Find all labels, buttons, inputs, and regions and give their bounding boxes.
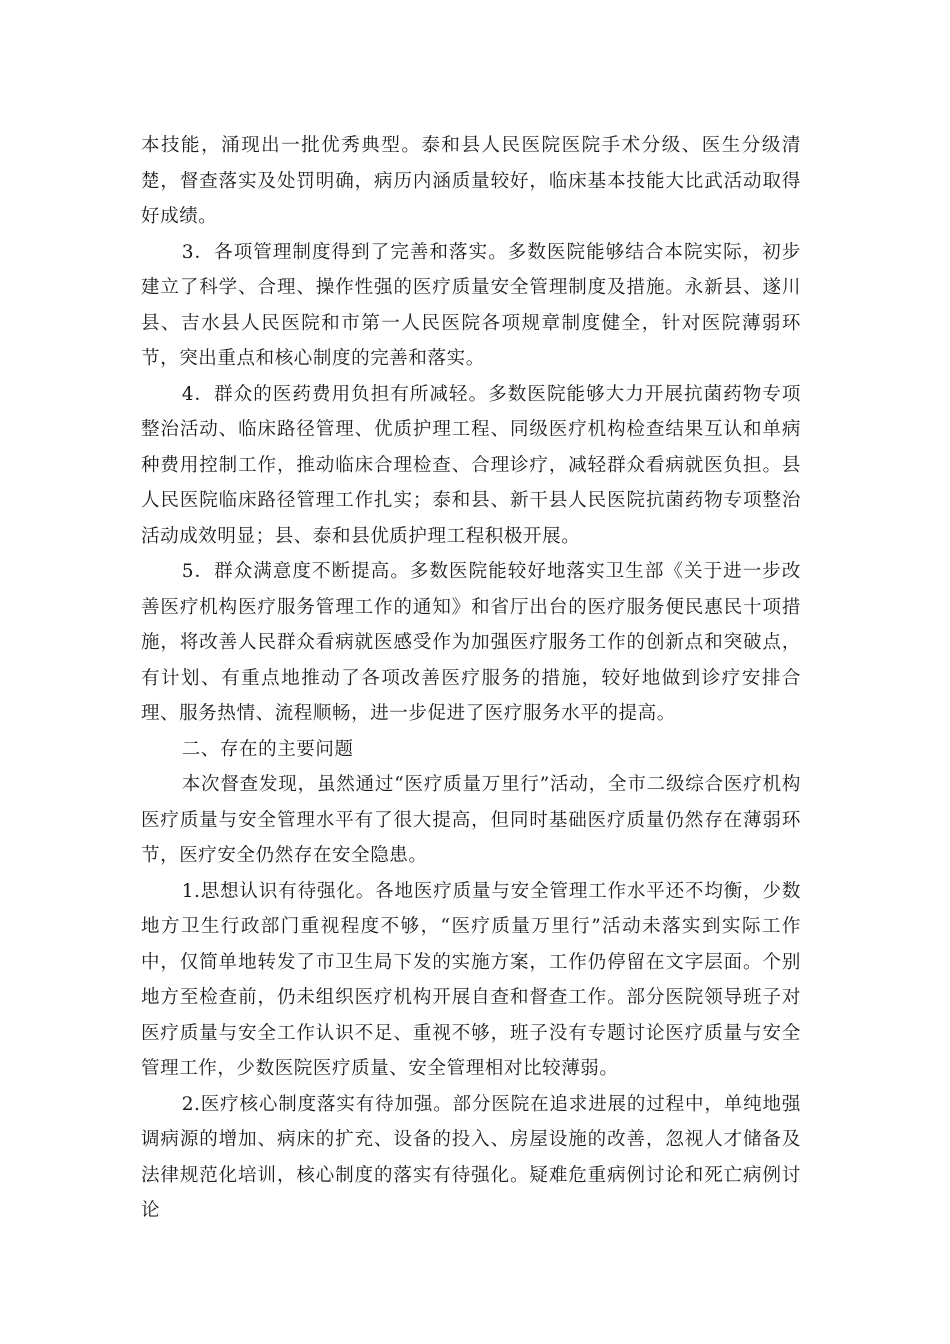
paragraph-item-5: 5．群众满意度不断提高。多数医院能较好地落实卫生部《关于进一步改善医疗机构医疗服务管理工作的通知》和省厅出台的医疗服务便民惠民十项措施，将改善人民群众看病就医感受作为加强医疗服务工作的创新点和突破点，有计划、有重点地推动了各项改善医疗服务的措施，较好地做到诊疗安排合理、服务热情、流程顺畅，进一步促进了医疗服务水平的提高。: [141, 561, 801, 724]
section-heading-problems: 二、存在的主要问题: [181, 738, 354, 760]
paragraph-item-3: 3．各项管理制度得到了完善和落实。多数医院能够结合本院实际，初步建立了科学、合理、操作性强的医疗质量安全管理制度及措施。永新县、遂川县、吉水县人民医院和市第一人民医院各项规章制度健全，针对医院薄弱环节，突出重点和核心制度的完善和落实。: [141, 241, 801, 369]
paragraph-continuation: 本技能，涌现出一批优秀典型。泰和县人民医院医院手术分级、医生分级清楚，督查落实及处罚明确，病历内涵质量较好，临床基本技能大比武活动取得好成绩。: [141, 135, 801, 227]
paragraph-problem-2: 2.医疗核心制度落实有待加强。部分医院在追求进展的过程中，单纯地强调病源的增加、病床的扩充、设备的投入、房屋设施的改善，忽视人才储备及法律规范化培训，核心制度的落实有待强化。疑难危重病例讨论和死亡病例讨论: [141, 1093, 801, 1221]
paragraph-problems-intro: 本次督查发现，虽然通过“医疗质量万里行”活动，全市二级综合医疗机构医疗质量与安全管理水平有了很大提高，但同时基础医疗质量仍然存在薄弱环节，医疗安全仍然存在安全隐患。: [141, 774, 801, 866]
paragraph-problem-1: 1.思想认识有待强化。各地医疗质量与安全管理工作水平还不均衡，少数地方卫生行政部门重视程度不够，“医疗质量万里行”活动未落实到实际工作中，仅简单地转发了市卫生局下发的实施方案，工作仍停留在文字层面。个别地方至检查前，仍未组织医疗机构开展自查和督查工作。部分医院领导班子对医疗质量与安全工作认识不足、重视不够，班子没有专题讨论医疗质量与安全管理工作，少数医院医疗质量、安全管理相对比较薄弱。: [141, 880, 801, 1079]
paragraph-item-4: 4．群众的医药费用负担有所减轻。多数医院能够大力开展抗菌药物专项整治活动、临床路径管理、优质护理工程、同级医疗机构检查结果互认和单病种费用控制工作，推动临床合理检查、合理诊疗，减轻群众看病就医负担。县人民医院临床路径管理工作扎实；泰和县、新干县人民医院抗菌药物专项整治活动成效明显；县、泰和县优质护理工程积极开展。: [141, 383, 801, 547]
document-body: [141, 128, 801, 1229]
